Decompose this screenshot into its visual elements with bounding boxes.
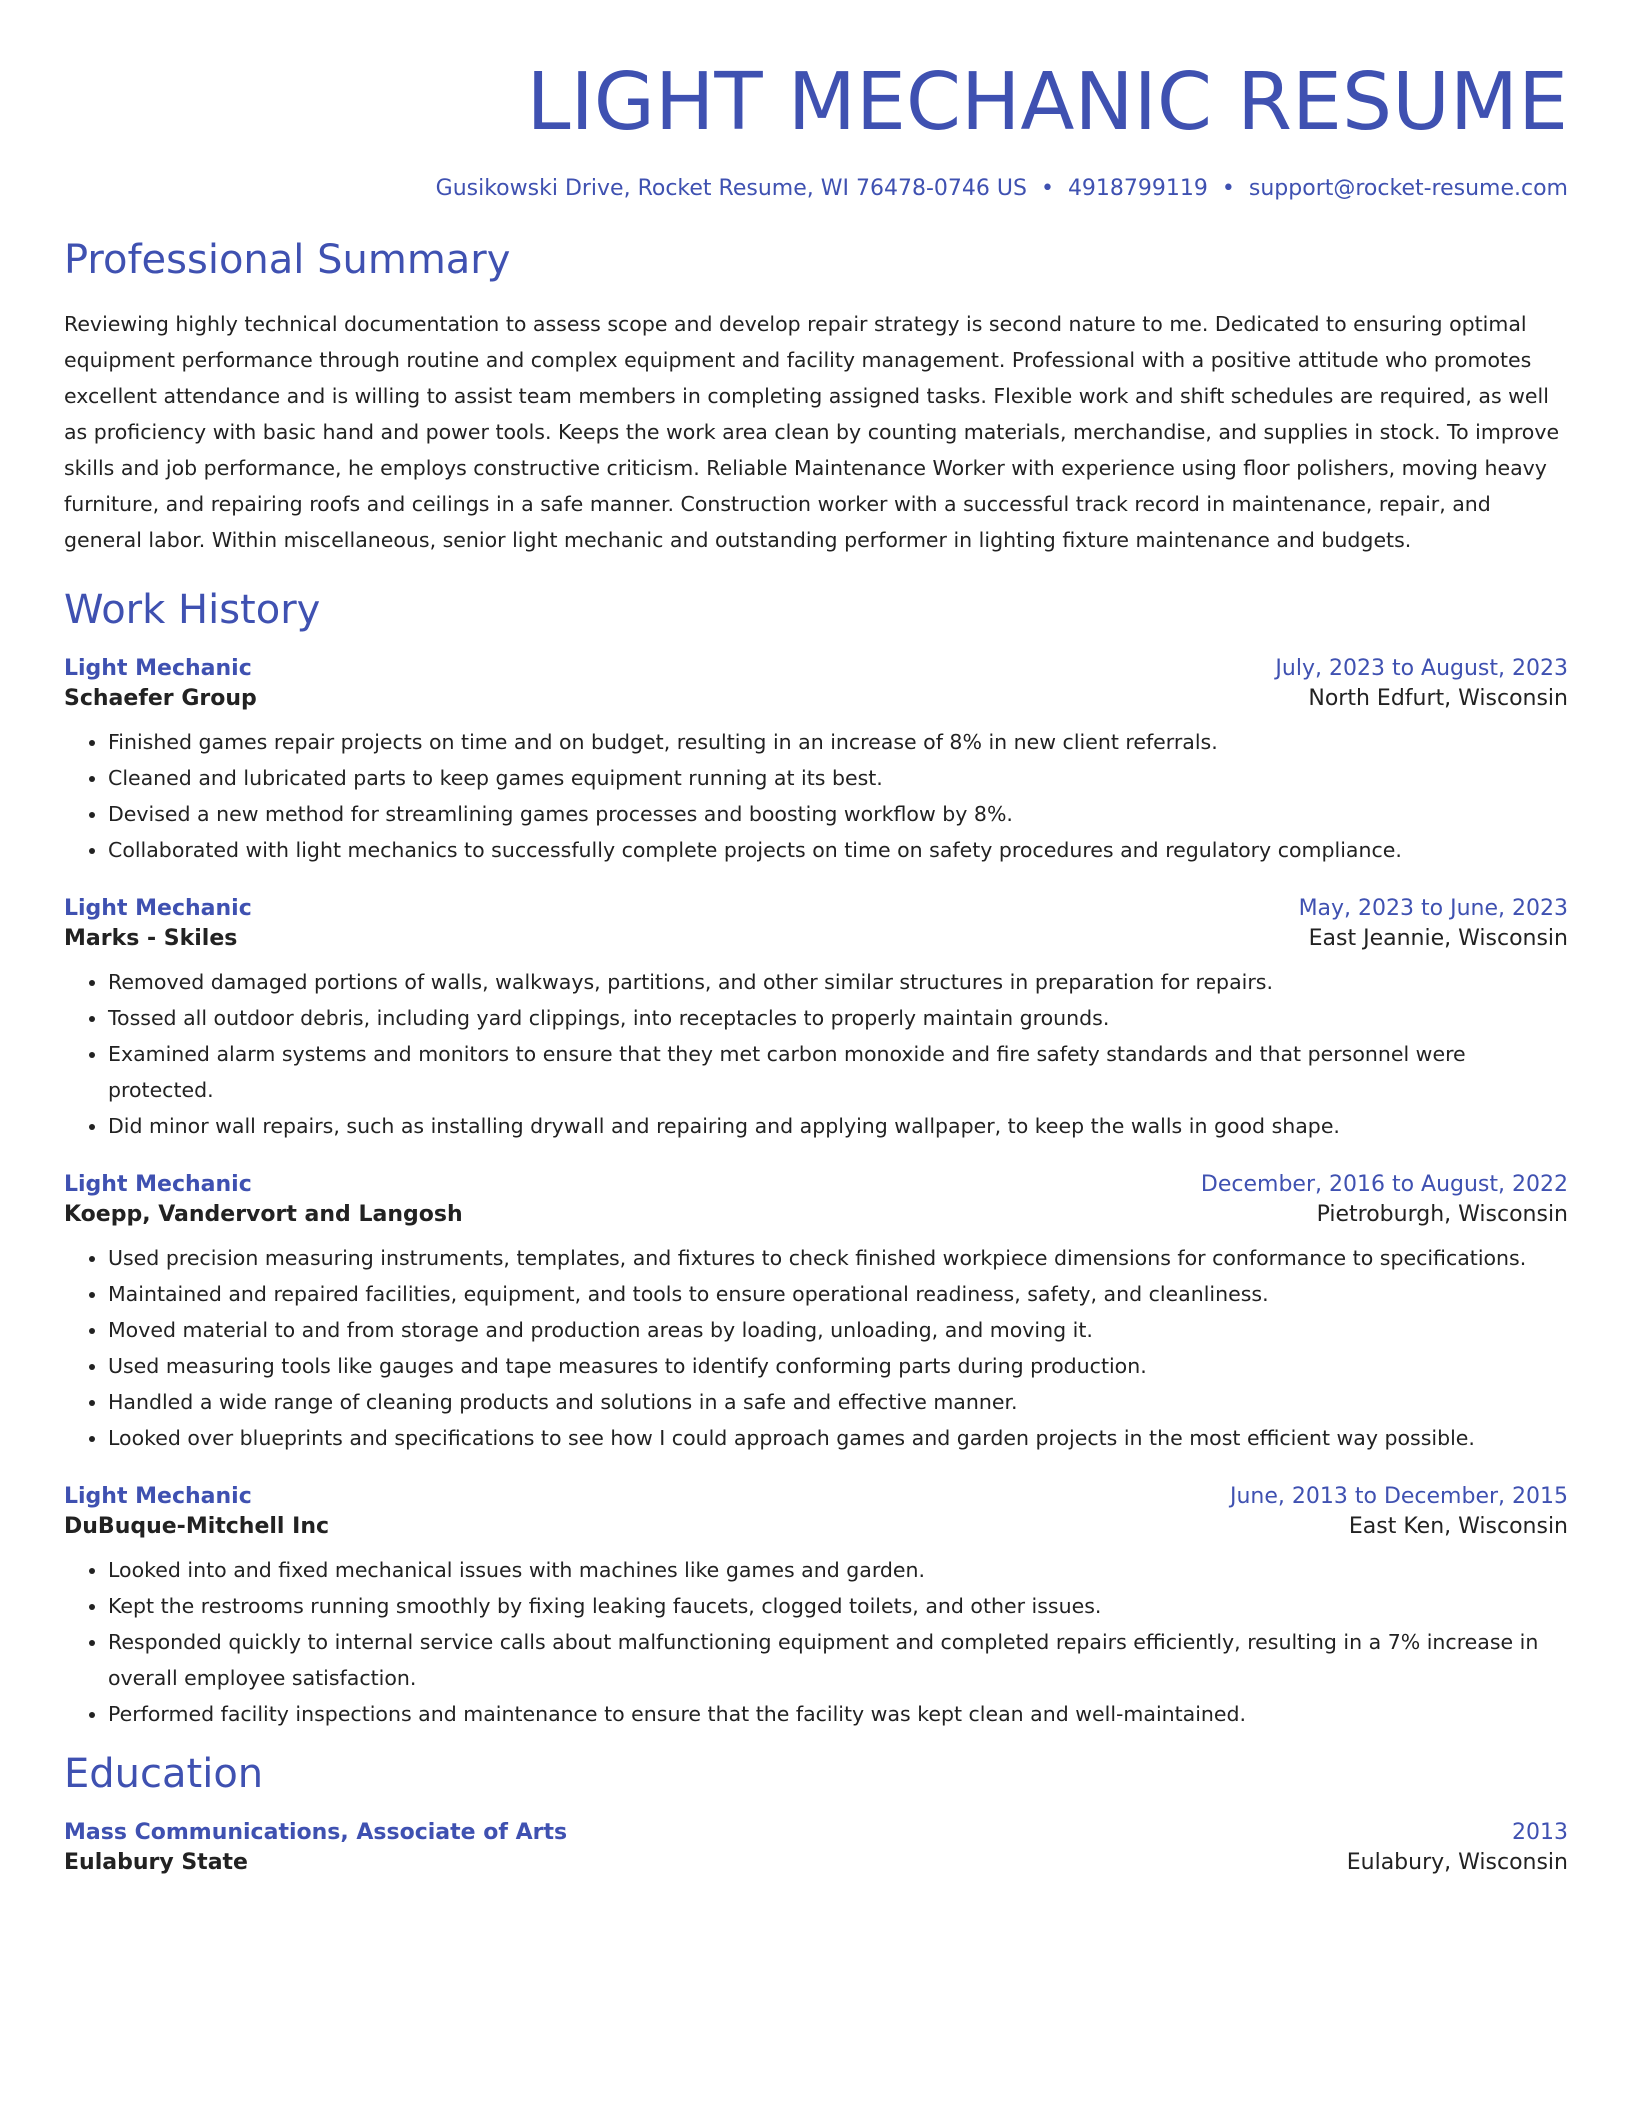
job-location: North Edfurt, Wisconsin	[1308, 686, 1568, 711]
job-entry	[64, 1482, 1568, 1732]
job-bullet: • Looked over blueprints and specifications to see how I could approach games and garden projects in the most efficient way possible.	[108, 1420, 1568, 1456]
job-entry	[64, 1170, 1568, 1456]
job-entry	[64, 894, 1568, 1144]
job-header-row	[64, 1170, 1568, 1200]
job-bullet: • Used measuring tools like gauges and tape measures to identify conforming parts during production.	[108, 1348, 1568, 1384]
work-history-heading: Work History	[64, 587, 321, 633]
job-dates: May, 2023 to June, 2023	[1298, 896, 1568, 921]
job-company: Schaefer Group	[64, 686, 257, 711]
education-year: 2013	[1512, 1820, 1568, 1845]
job-bullet: • Handled a wide range of cleaning products and solutions in a safe and effective manner.	[108, 1384, 1568, 1420]
contact-phone: 4918799119	[1067, 176, 1208, 201]
education-heading: Education	[64, 1751, 264, 1797]
job-bullet: • Collaborated with light mechanics to successfully complete projects on time on safety procedures and regulatory compliance.	[108, 832, 1568, 868]
contact-separator: •	[1221, 176, 1235, 201]
education-header-row	[64, 1818, 1568, 1848]
job-bullet: • Moved material to and from storage and production areas by loading, unloading, and moving it.	[108, 1312, 1568, 1348]
job-company-row	[64, 924, 1568, 954]
contact-separator: •	[1040, 176, 1054, 201]
job-company: DuBuque-Mitchell Inc	[64, 1514, 330, 1539]
contact-address: Gusikowski Drive, Rocket Resume, WI 76478-0746 US	[435, 176, 1027, 201]
job-dates: June, 2013 to December, 2015	[1229, 1484, 1568, 1509]
job-title: Light Mechanic	[64, 896, 252, 921]
job-bullets	[64, 724, 1568, 868]
job-title: Light Mechanic	[64, 656, 252, 681]
job-bullet: • Cleaned and lubricated parts to keep games equipment running at its best.	[108, 760, 1568, 796]
job-bullet: • Maintained and repaired facilities, equipment, and tools to ensure operational readiness, safety, and cleanliness.	[108, 1276, 1568, 1312]
job-bullet: • Devised a new method for streamlining games processes and boosting workflow by 8%.	[108, 796, 1568, 832]
job-title: Light Mechanic	[64, 1172, 252, 1197]
job-bullet: • Removed damaged portions of walls, walkways, partitions, and other similar structures in preparation for repairs.	[108, 964, 1568, 1000]
education-location: Eulabury, Wisconsin	[1346, 1850, 1568, 1875]
job-bullets	[64, 1552, 1568, 1732]
job-dates: December, 2016 to August, 2022	[1200, 1172, 1568, 1197]
job-bullet: • Did minor wall repairs, such as installing drywall and repairing and applying wallpaper, to keep the walls in good shape.	[108, 1108, 1568, 1144]
resume-title: LIGHT MECHANIC RESUME	[526, 56, 1568, 148]
job-location: East Ken, Wisconsin	[1348, 1514, 1568, 1539]
job-bullet: • Used precision measuring instruments, templates, and fixtures to check finished workpiece dimensions for conformance to specifications.	[108, 1240, 1568, 1276]
job-header-row	[64, 894, 1568, 924]
education-school: Eulabury State	[64, 1850, 248, 1875]
contact-line	[64, 174, 1568, 204]
job-bullet: • Kept the restrooms running smoothly by fixing leaking faucets, clogged toilets, and other issues.	[108, 1588, 1568, 1624]
job-company-row	[64, 684, 1568, 714]
job-company-row	[64, 1200, 1568, 1230]
job-header-row	[64, 654, 1568, 684]
job-bullet: • Looked into and fixed mechanical issues with machines like games and garden.	[108, 1552, 1568, 1588]
job-bullet: • Responded quickly to internal service calls about malfunctioning equipment and completed repairs efficiently, resulting in a 7% increase in overall employee satisfaction.	[108, 1624, 1568, 1696]
job-header-row	[64, 1482, 1568, 1512]
job-bullet: • Examined alarm systems and monitors to ensure that they met carbon monoxide and fire safety standards and that personnel were protected.	[108, 1036, 1568, 1108]
job-location: Pietroburgh, Wisconsin	[1316, 1202, 1568, 1227]
summary-heading: Professional Summary	[64, 237, 511, 283]
job-bullet: • Tossed all outdoor debris, including yard clippings, into receptacles to properly maintain grounds.	[108, 1000, 1568, 1036]
job-entry	[64, 654, 1568, 868]
job-company: Koepp, Vandervort and Langosh	[64, 1202, 463, 1227]
job-title: Light Mechanic	[64, 1484, 252, 1509]
resume-page	[64, 0, 1568, 1878]
job-bullet: • Performed facility inspections and maintenance to ensure that the facility was kept clean and well-maintained.	[108, 1696, 1568, 1732]
education-entry	[64, 1818, 1568, 1878]
job-bullets	[64, 1240, 1568, 1456]
job-company-row	[64, 1512, 1568, 1542]
education-school-row	[64, 1848, 1568, 1878]
job-location: East Jeannie, Wisconsin	[1308, 926, 1568, 951]
contact-email[interactable]: support@rocket-resume.com	[1248, 176, 1568, 201]
summary-text: Reviewing highly technical documentation to assess scope and develop repair strategy is second nature to me. Dedicated to ensuring optimal equipment performance through routine and complex equipment and facility management. Professional with a positive attitude who promotes excellent attendance and is willing to assist team members in completing assigned tasks. Flexible work and shift schedules are required, as well as proficiency with basic hand and power tools. Keeps the work area clean by counting materials, merchandise, and supplies in stock. To improve skills and job performance, he employs constructive criticism. Reliable Maintenance Worker with experience using floor polishers, moving heavy furniture, and repairing roofs and ceilings in a safe manner. Construction worker with a successful track record in maintenance, repair, and general labor. Within miscellaneous, senior light mechanic and outstanding performer in lighting fixture maintenance and budgets.	[64, 312, 1560, 552]
job-bullets	[64, 964, 1568, 1144]
education-degree: Mass Communications, Associate of Arts	[64, 1820, 568, 1845]
job-dates: July, 2023 to August, 2023	[1275, 656, 1568, 681]
job-bullet: • Finished games repair projects on time and on budget, resulting in an increase of 8% in new client referrals.	[108, 724, 1568, 760]
job-company: Marks - Skiles	[64, 926, 238, 951]
